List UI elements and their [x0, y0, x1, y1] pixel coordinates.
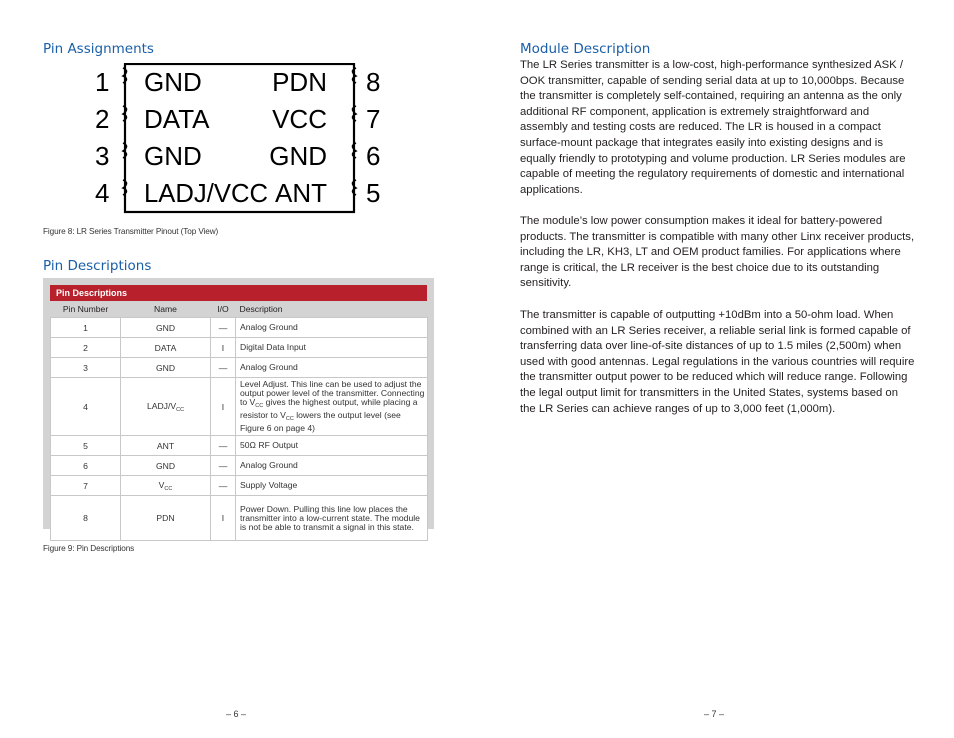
cell-description: Supply Voltage [236, 476, 428, 496]
cell-number: 4 [51, 378, 121, 436]
desc-subscript-2: CC [285, 416, 294, 422]
cell-description: Power Down. Pulling this line low places the transmitter into a low-current state. The module is not be able to transmit a signal in this state. [236, 496, 428, 541]
cell-name-main: V [158, 479, 165, 490]
pin-number-4: 4 [95, 178, 110, 208]
header-io: I/O [211, 301, 236, 318]
pin-descriptions-panel [43, 278, 434, 532]
cell-description: Analog Ground [236, 318, 428, 338]
cell-number: 2 [51, 338, 121, 358]
cell-name [121, 378, 211, 436]
pin-label-2: DATA [144, 104, 210, 134]
page-number-left: – 6 – [226, 709, 247, 719]
pin-label-5: ANT [275, 178, 327, 208]
cell-number: 1 [51, 318, 121, 338]
pin-label-7: VCC [272, 104, 327, 134]
pin-number-8: 8 [366, 67, 381, 97]
figure-9-caption: Figure 9: Pin Descriptions [43, 544, 135, 553]
cell-number: 8 [51, 496, 121, 541]
pin-descriptions-heading: Pin Descriptions [43, 258, 152, 274]
pin-label-6: GND [269, 141, 327, 171]
pin-number-5: 5 [366, 178, 381, 208]
table-row [51, 338, 428, 358]
pin-descriptions-table [50, 301, 428, 541]
cell-number: 7 [51, 476, 121, 496]
table-row [51, 378, 428, 436]
cell-name-subscript: CC [164, 485, 173, 492]
cell-io: — [211, 436, 236, 456]
cell-name-main: LADJ/V [146, 400, 177, 411]
pin-assignments-heading: Pin Assignments [43, 41, 154, 57]
paragraph-2: The module’s low power consumption makes it ideal for battery-powered products. The transmitter is compatible with many other Linx receiver products, including the LR, KH3, LT and OEM product families. For applications where range is critical, the LR receiver is the best choice due to its outstanding sensitivity. [520, 215, 915, 290]
desc-part-b: gives the highest output, while placing a resistor to V [240, 397, 418, 420]
table-row [51, 358, 428, 378]
cell-name-subscript: CC [176, 406, 185, 413]
cell-name: GND [121, 318, 211, 338]
cell-number: 5 [51, 436, 121, 456]
pin-number-1: 1 [95, 67, 110, 97]
paragraph-1: The LR Series transmitter is a low-cost, high-performance synthesized ASK / OOK transmitter, capable of sending serial data at up to 10,000bps. Because the transmitter is completely self-contained, requiring an antenna as the only additional RF component, application is extremely straightforward and assembly and testing costs are reduced. The LR is housed in a compact surface-mount package that integrates easily into existing designs and is equally friendly to prototyping and volume production. LR Series modules are capable of meeting the regulatory requirements of domestic and international applications. [520, 59, 906, 196]
cell-io: — [211, 456, 236, 476]
cell-io: — [211, 358, 236, 378]
cell-io: — [211, 476, 236, 496]
module-description-heading: Module Description [520, 41, 651, 57]
cell-description: Analog Ground [236, 456, 428, 476]
cell-description: Analog Ground [236, 358, 428, 378]
cell-name: GND [121, 456, 211, 476]
cell-io: — [211, 318, 236, 338]
cell-number: 6 [51, 456, 121, 476]
pin-number-7: 7 [366, 104, 381, 134]
cell-io: I [211, 378, 236, 436]
pin-label-3: GND [144, 141, 202, 171]
table-row [51, 456, 428, 476]
cell-name: GND [121, 358, 211, 378]
cell-description: Digital Data Input [236, 338, 428, 358]
desc-part-a: Level Adjust. This line can be used to adjust the output power level of the transmitter. Connecting to V [240, 379, 425, 407]
pin-label-1: GND [144, 67, 202, 97]
cell-number: 3 [51, 358, 121, 378]
cell-name: DATA [121, 338, 211, 358]
cell-io: I [211, 338, 236, 358]
pin-number-2: 2 [95, 104, 110, 134]
cell-name [121, 476, 211, 496]
pin-label-4: LADJ/VCC [144, 178, 268, 208]
page-number-right: – 7 – [704, 709, 725, 719]
cell-name: PDN [121, 496, 211, 541]
header-pin-number: Pin Number [51, 301, 121, 318]
paragraph-3: The transmitter is capable of outputting +10dBm into a 50-ohm load. When combined with an LR Series receiver, a reliable serial link is formed capable of transferring data over line-of-site distances of up to 1.5 miles (2,500m) when used with good antennas. Legal regulations in the various countries will require the transmitter output power to be reduced which will reduce range. Following the legal output limit for transmitters in the United States, systems based on the LR Series can achieve ranges of up to 3,000 feet (1,000m). [520, 309, 915, 415]
cell-io: I [211, 496, 236, 541]
table-row [51, 476, 428, 496]
header-description: Description [236, 301, 428, 318]
pin-number-6: 6 [366, 141, 381, 171]
table-row [51, 496, 428, 541]
desc-part-c: lowers the output level (see Figure 6 on page 4) [240, 410, 401, 433]
header-name: Name [121, 301, 211, 318]
table-row [51, 436, 428, 456]
cell-name: ANT [121, 436, 211, 456]
table-title: Pin Descriptions [50, 285, 427, 301]
figure-8-caption: Figure 8: LR Series Transmitter Pinout (Top View) [43, 227, 219, 236]
table-row [51, 318, 428, 338]
pinout-diagram [94, 63, 394, 218]
desc-subscript-1: CC [255, 403, 264, 409]
cell-description: 50Ω RF Output [236, 436, 428, 456]
pin-label-8: PDN [272, 67, 327, 97]
cell-description [236, 378, 428, 436]
pin-number-3: 3 [95, 141, 110, 171]
